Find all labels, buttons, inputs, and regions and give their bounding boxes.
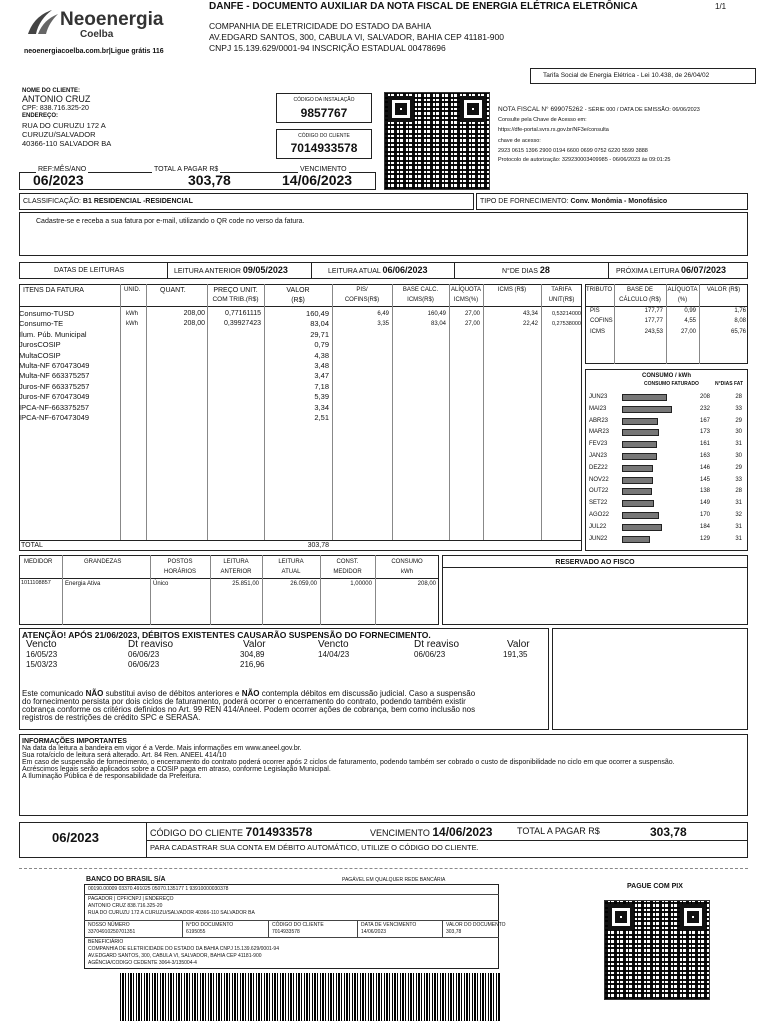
itens-total-line	[19, 540, 582, 541]
consumo-dias: 31	[735, 535, 742, 542]
consumo-mes: JUN22	[589, 535, 608, 542]
h-valor: VALOR	[286, 287, 310, 294]
item-valor: 3,34	[314, 402, 329, 412]
boleto-pagador-2: RUA DO CURUZU 172 A CURUZU/SALVADOR 40366-110 SALVADOR BA	[88, 910, 255, 916]
item-name: Consumo-TE	[19, 319, 64, 329]
h-quant: QUANT.	[160, 287, 186, 294]
brand-site: neoenergiacoelba.com.br|Ligue grátis 116	[24, 48, 164, 55]
trib-bases	[614, 306, 663, 337]
info-title: INFORMAÇÕES IMPORTANTES	[22, 738, 127, 745]
nf-chave: 2923 0615 1396 2900 0194 6600 0699 0752 6220 5599 3888	[498, 148, 648, 154]
info-l5: A Iluminação Pública é de responsabilidade da Prefeitura.	[22, 773, 202, 780]
boleto-v-doc: 6195055	[186, 929, 206, 935]
item-name: IPCA-NF-663375257	[19, 402, 90, 412]
info-l3: Em caso de suspensão de fornecimento, o encerramento do contrato poderá ocorrer após 2 ciclos de faturamento, podendo também ser cobrado o custo de disponibilidade no ciclo em que ocorrer a suspensão.	[22, 759, 675, 766]
atencao-h-val-2: Valor	[507, 639, 530, 650]
h-aliq: ALÍQUOTA	[451, 287, 481, 293]
boleto-col-2	[268, 920, 269, 937]
brand-name: Neoenergia	[60, 9, 164, 30]
atencao-h-dt-1: Dt reaviso	[128, 639, 174, 650]
item-unid: kWh	[126, 311, 138, 317]
item-name: Juros-NF 663375257	[19, 381, 90, 391]
atencao-p4: registros de restrições de crédito SPC e SERASA.	[22, 713, 201, 722]
trib-names	[590, 306, 613, 337]
item-name: Multa-NF 663375257	[19, 371, 90, 381]
item-tarifa: 0,27538000	[551, 321, 581, 328]
consumo-h1: CONSUMO FATURADO	[644, 381, 699, 387]
consumo-mes: DEZ22	[589, 464, 608, 471]
boleto-h-cod: CÓDIGO DO CLIENTE	[272, 922, 324, 928]
item-valor: 5,39	[314, 392, 329, 402]
h-itens: ITENS DA FATURA	[23, 287, 84, 294]
trib-name: PIS	[590, 308, 600, 314]
item-unid: kWh	[126, 321, 138, 328]
boleto-line-2	[84, 920, 499, 921]
consumo-bar	[622, 512, 659, 519]
item-name: Consumo-TUSD	[19, 309, 75, 318]
col-line-1	[120, 284, 121, 540]
med-col-5	[320, 555, 321, 625]
med-v-const: 1,00000	[350, 581, 372, 587]
consumo-kwh: 232	[699, 405, 710, 412]
consumo-kwh: 138	[699, 488, 710, 495]
page-number: 1/1	[715, 2, 727, 11]
consumo-dias: 30	[735, 453, 742, 459]
med-h-leitura-ant: LEITURA	[223, 559, 249, 565]
med-v-posto: Único	[153, 581, 169, 587]
trib-valor: 1,76	[734, 308, 746, 314]
debito-valor: 191,35	[503, 650, 528, 659]
med-header-line	[19, 578, 439, 579]
leituras-divider-3	[454, 262, 455, 279]
base-list	[392, 309, 446, 330]
debito-valor: 304,89	[240, 650, 265, 659]
item-valor: 4,38	[314, 350, 329, 360]
consumo-kwh: 167	[699, 417, 710, 424]
medidor-table	[19, 555, 439, 625]
consumo-mes: MAI23	[589, 405, 607, 412]
trib-valor: 8,08	[734, 318, 746, 325]
h-preco: PREÇO UNIT.	[213, 287, 258, 294]
consumo-dias: 28	[735, 488, 742, 495]
boleto-pagador-label: PAGADOR | CPF/CNPJ | ENDEREÇO	[88, 896, 174, 902]
consumo-dias: 29	[735, 464, 742, 471]
item-preco: 0,39927423	[224, 320, 261, 328]
consumo-dias: 28	[735, 394, 742, 400]
instalacao-label: CÓDIGO DA INSTALAÇÃO	[293, 97, 355, 103]
consumo-dias: 29	[735, 417, 742, 424]
med-h-const-2: MEDIDOR	[333, 569, 362, 575]
consumo-bar	[622, 394, 667, 401]
boleto-banco: BANCO DO BRASIL S/A	[86, 876, 166, 883]
item-name: Ilum. Púb. Municipal	[19, 329, 87, 339]
fisco-line	[442, 567, 748, 568]
trib-name: COFINS	[590, 318, 613, 325]
tarifa-list	[541, 309, 581, 330]
item-valor: 2,51	[314, 412, 329, 422]
boleto-pagador-1: ANTONIO CRUZ 838.716.325-20	[88, 903, 163, 909]
consumo-mes: JUL22	[589, 523, 607, 530]
num-dias: N°DE DIAS 28	[502, 265, 550, 275]
boleto-pagavel: PAGÁVEL EM QUALQUER REDE BANCÁRIA	[342, 877, 446, 883]
neoenergia-logo-icon	[24, 8, 60, 36]
med-h-consumo-2: kWh	[401, 569, 413, 575]
brand-sub: Coelba	[80, 29, 114, 40]
consumo-kwh: 208	[699, 394, 710, 400]
leituras-divider-2	[311, 262, 312, 279]
company-name: COMPANHIA DE ELETRICIDADE DO ESTADO DA BAHIA	[209, 21, 432, 31]
quant-list	[146, 309, 205, 330]
leituras-divider-1	[167, 262, 168, 279]
pis-list	[332, 309, 389, 330]
consumo-mes: OUT22	[589, 488, 609, 495]
trib-aliq: 4,55	[684, 318, 696, 325]
debito-venc: 16/05/23	[26, 650, 58, 659]
trib-base: 177,77	[644, 308, 663, 314]
nf-qr-code	[384, 92, 490, 190]
info-l4: Acréscimos legais serão aplicados sobre a COSIP paga em atraso, conforme Legislação Municipal.	[22, 766, 331, 773]
item-base: 160,49	[427, 311, 446, 317]
item-name: Juros-NF 670473049	[19, 392, 90, 402]
item-name: MultaCOSIP	[19, 350, 61, 360]
debito-venc: 15/03/23	[26, 660, 58, 669]
item-tarifa: 0,53214000	[551, 311, 581, 317]
consumo-mes: NOV22	[589, 476, 609, 483]
boleto-line-3	[84, 937, 499, 938]
consumo-mes: AGO22	[589, 512, 610, 518]
boleto-h-valor: VALOR DO DOCUMENTO	[446, 922, 506, 928]
med-v-atual: 26.059,00	[290, 581, 317, 587]
item-valor: 29,71	[310, 329, 329, 339]
consumo-bar	[622, 441, 657, 448]
client-address-label: ENDEREÇO:	[22, 113, 59, 119]
consumo-bar	[622, 500, 654, 507]
atencao-h-venc-2: Vencto	[318, 639, 349, 650]
trib-h3: ALÍQUOTA	[667, 287, 698, 293]
med-h-consumo: CONSUMO	[391, 559, 423, 565]
boleto-v-valor: 303,78	[446, 929, 462, 935]
item-icms: 22,42	[522, 321, 538, 328]
nf-url[interactable]: https://dfe-portal.svrs.rs.gov.br/NF3e/consulta	[498, 127, 609, 133]
consumo-kwh: 163	[699, 453, 710, 459]
boleto-h-nosso: NOSSO NÚMERO	[88, 922, 130, 928]
consumo-title: CONSUMO / kWh	[642, 373, 691, 379]
item-pis: 3,35	[377, 321, 389, 328]
client-label: NOME DO CLIENTE:	[22, 88, 80, 94]
trib-base: 243,53	[644, 328, 663, 335]
trib-aliq: 0,99	[684, 308, 696, 314]
consumo-mes: JAN23	[589, 453, 608, 459]
venc-label: VENCIMENTO	[300, 166, 347, 173]
boleto-v-venc: 14/06/2023	[361, 929, 387, 935]
boleto-linha: 00190.00009 03370.491025 05070.135177 1 93910000030378	[88, 886, 229, 892]
atencao-p2: do fornecimento persista por dois ciclos de faturamento, poderá ocorrer o encerramento do contrato, podendo também existir	[22, 697, 466, 706]
med-col-3	[210, 555, 211, 625]
trib-valores	[699, 306, 746, 337]
item-aliq: 27,00	[464, 321, 480, 328]
pix-label: PAGUE COM PIX	[627, 883, 683, 890]
ref-value: 06/2023	[33, 172, 84, 188]
nf-chave-label: chave de acesso:	[498, 138, 541, 144]
item-valor: 3,48	[314, 360, 329, 370]
consumo-kwh: 184	[699, 523, 710, 530]
consumo-bar	[622, 418, 658, 425]
med-v-medidor: 1011108857	[21, 580, 51, 586]
consumo-dias: 32	[735, 512, 742, 518]
valor-list	[264, 309, 329, 423]
trib-valor: 65,76	[730, 328, 746, 335]
total-label: TOTAL A PAGAR R$	[154, 166, 219, 173]
boleto-v-cod: 7014933578	[272, 929, 300, 935]
debito-dt: 06/06/23	[128, 650, 160, 659]
total-itens-label: TOTAL	[21, 542, 43, 549]
item-valor: 7,18	[314, 381, 329, 391]
client-name: ANTONIO CRUZ	[22, 94, 91, 104]
h-icms: ICMS (R$)	[497, 287, 527, 293]
h-base-2: ICMS(R$)	[407, 297, 434, 303]
trib-h4: VALOR (R$)	[706, 287, 741, 293]
itens-list	[19, 309, 89, 423]
consumo-mes: FEV23	[589, 441, 608, 448]
boleto-line-1	[84, 894, 499, 895]
item-base: 83,04	[430, 321, 446, 328]
boleto-cut-line	[19, 868, 748, 869]
consumo-bar	[622, 406, 672, 413]
consumo-kwh: 145	[699, 476, 710, 483]
item-valor: 3,47	[314, 371, 329, 381]
consumo-mes: ABR23	[589, 417, 609, 424]
rodape-hline	[146, 840, 748, 841]
atencao-h-venc-1: Vencto	[26, 639, 57, 650]
boleto-barcode	[120, 973, 500, 1021]
msg-email: Cadastre-se e receba a sua fatura por e-mail, utilizando o QR code no verso da fatura.	[36, 218, 305, 225]
consumo-chart	[585, 392, 748, 548]
med-h-leitura-atual: LEITURA	[278, 559, 304, 565]
atencao-h-dt-2: Dt reaviso	[414, 639, 460, 650]
med-col-1	[62, 555, 63, 625]
info-l1: Na data da leitura a bandeira em vigor é a Verde. Mais informações em www.aneel.gov.br.	[22, 745, 302, 752]
item-name: Multa-NF 670473049	[19, 360, 90, 370]
consumo-dias: 33	[735, 476, 742, 483]
h-unid: UNID.	[124, 287, 141, 293]
consumo-bar	[622, 524, 662, 531]
atencao-side-box	[552, 628, 748, 730]
logo	[22, 6, 182, 46]
h-pis-2: COFINS(R$)	[344, 297, 380, 303]
icms-list	[483, 309, 538, 330]
cod-cliente-value: 7014933578	[290, 141, 358, 155]
aliq-list	[449, 309, 480, 330]
consumo-bar	[622, 488, 652, 495]
boleto-col-4	[442, 920, 443, 937]
med-h-medidor: MEDIDOR	[24, 559, 53, 565]
consumo-dias: 30	[735, 429, 742, 436]
item-valor: 83,04	[310, 319, 329, 329]
item-pis: 6,49	[377, 311, 389, 317]
boleto-col-3	[357, 920, 358, 937]
item-name: IPCA-NF-670473049	[19, 412, 90, 422]
item-icms: 43,34	[522, 311, 538, 317]
consumo-h2: N°DIAS FAT	[715, 381, 744, 387]
nf-consulta: Consulte pela Chave de Acesso em:	[498, 117, 587, 123]
item-valor: 0,79	[314, 340, 329, 350]
med-col-6	[375, 555, 376, 625]
med-v-grandeza: Energia Ativa	[65, 581, 101, 587]
h-valor-2: (R$)	[291, 297, 305, 304]
ref-label: REF:MÊS/ANO	[38, 166, 87, 173]
consumo-bar	[622, 536, 650, 543]
med-h-horarios: HORÁRIOS	[163, 569, 196, 575]
nf-protocolo: Protocolo de autorização: 329230003409985 - 06/06/2023 às 09:01:25	[498, 157, 671, 163]
h-tarifa-2: UNIT(R$)	[548, 297, 575, 303]
rodape-mes: 06/2023	[52, 830, 99, 845]
leitura-atual: LEITURA ATUAL 06/06/2023	[328, 265, 428, 275]
boleto-ben-2: AV.EDGARD SANTOS, 300, CABULA VI, SALVADOR, BAHIA CEP 41181-900	[88, 953, 262, 959]
total-value: 303,78	[188, 172, 231, 188]
h-preco-2: COM TRIB.(R$)	[212, 296, 259, 303]
client-address-2: CURUZU/SALVADOR	[22, 130, 96, 139]
trib-h2: BASE DE	[626, 287, 653, 293]
consumo-dias: 33	[735, 405, 742, 412]
atencao-h-val-1: Valor	[243, 639, 266, 650]
item-quant: 208,00	[183, 310, 205, 317]
med-h-const: CONST.	[336, 559, 359, 565]
leituras-divider-4	[608, 262, 609, 279]
boleto-ben-3: AGÊNCIA/CODIGO CEDENTE 3064-3/135004-4	[88, 960, 197, 966]
med-col-2	[150, 555, 151, 625]
classificacao: CLASSIFICAÇÃO: B1 RESIDENCIAL -RESIDENCIAL	[23, 198, 193, 205]
item-quant: 208,00	[183, 320, 205, 328]
nf-number: NOTA FISCAL N° 699075262 - SÉRIE 000 / DATA DE EMISSÃO: 06/06/2023	[498, 106, 700, 113]
consumo-kwh: 129	[699, 535, 710, 542]
trib-aliq: 27,00	[680, 328, 696, 335]
med-v-ant: 25.851,00	[232, 581, 259, 587]
preco-list	[207, 309, 261, 330]
fisco-title: RESERVADO AO FISCO	[555, 559, 635, 566]
info-l2: Sua rota/ciclo de leitura será alterado. Art. 84 Ren. ANEEL 414/10	[22, 752, 227, 759]
consumo-bar	[622, 429, 659, 436]
consumo-mes: SET22	[589, 500, 608, 507]
rodape-debito: PARA CADASTRAR SUA CONTA EM DÉBITO AUTOMÁTICO, UTILIZE O CÓDIGO DO CLIENTE.	[150, 843, 479, 852]
instalacao-value: 9857767	[300, 106, 348, 120]
consumo-kwh: 146	[699, 464, 710, 471]
consumo-bar	[622, 453, 657, 460]
trib-base: 177,77	[644, 318, 663, 325]
doc-title: DANFE - DOCUMENTO AUXILIAR DA NOTA FISCAL DE ENERGIA ELÉTRICA ELETRÔNICA	[209, 1, 638, 12]
debito-dt: 06/06/23	[128, 660, 160, 669]
h-aliq-2: ICMS(%)	[453, 297, 479, 303]
med-h-leitura-atual-2: ATUAL	[281, 569, 301, 575]
total-itens-value: 303,78	[307, 542, 329, 549]
consumo-kwh: 170	[699, 512, 710, 518]
med-h-grandezas: GRANDEZAS	[84, 559, 122, 565]
venc-value: 14/06/2023	[282, 172, 353, 188]
consumo-kwh: 173	[699, 429, 710, 436]
consumo-mes: JUN23	[589, 394, 608, 400]
trib-h3b: (%)	[677, 297, 688, 303]
rodape-total-value: 303,78	[650, 825, 687, 839]
leitura-anterior: LEITURA ANTERIOR 09/05/2023	[174, 265, 288, 275]
item-valor: 160,49	[306, 309, 329, 318]
consumo-bar	[622, 477, 653, 484]
consumo-kwh: 161	[699, 441, 710, 448]
med-col-4	[262, 555, 263, 625]
leituras-datas: DATAS DE LEITURAS	[54, 267, 125, 274]
consumo-dias: 31	[735, 441, 742, 448]
consumo-dias: 31	[735, 523, 742, 530]
proxima-leitura: PRÓXIMA LEITURA 06/07/2023	[616, 265, 727, 275]
rodape-cod: CÓDIGO DO CLIENTE 7014933578	[150, 825, 313, 839]
item-aliq: 27,00	[464, 311, 480, 317]
debito-venc: 14/04/23	[318, 650, 350, 659]
client-address-3: 40366-110 SALVADOR BA	[22, 139, 112, 148]
atencao-title: ATENÇÃO! APÓS 21/06/2023, DÉBITOS EXISTENTES CAUSARÃO SUSPENSÃO DO FORNECIMENTO.	[22, 630, 431, 640]
fornecimento: TIPO DE FORNECIMENTO: Conv. Monômia - Monofásico	[480, 198, 668, 205]
boleto-ben-1: COMPANHIA DE ELETRICIDADE DO ESTADO DA BAHIA CNPJ 15.139.629/0001-94	[88, 946, 279, 952]
consumo-kwh: 149	[699, 500, 710, 507]
consumo-dias: 31	[735, 500, 742, 507]
med-v-consumo: 208,00	[417, 581, 436, 587]
company-cnpj: CNPJ 15.139.629/0001-94 INSCRIÇÃO ESTADUAL 00478696	[209, 43, 446, 53]
trib-aliqs	[666, 306, 696, 337]
itens-header-line	[19, 306, 582, 307]
med-h-leitura-ant-2: ANTERIOR	[220, 569, 252, 575]
boleto-col-1	[182, 920, 183, 937]
cod-cliente-label: CÓDIGO DO CLIENTE	[298, 133, 350, 139]
company-address: AV.EDGARD SANTOS, 300, CABULA VI, SALVADOR, BAHIA CEP 41181-900	[209, 32, 504, 42]
consumo-bar	[622, 465, 653, 472]
debito-valor: 216,96	[240, 660, 265, 669]
boleto-h-venc: DATA DE VENCIMENTO	[361, 922, 417, 928]
trib-name: ICMS	[590, 328, 605, 335]
boleto-h-doc: N°DO DOCUMENTO	[186, 922, 234, 928]
atencao-p3: cobrança conforme os critérios definidos no Art. 99 REN 414/Aneel. Podem ocorrer ações de cobrança, bem como inclusão nos	[22, 705, 476, 714]
boleto-v-nosso: 33704910250701351	[88, 929, 136, 935]
item-name: JurosCOSIP	[19, 340, 61, 350]
unid-list	[126, 309, 138, 330]
h-pis: PIS/	[356, 287, 368, 293]
med-h-postos: POSTOS	[167, 559, 193, 565]
atencao-p1: Este comunicado NÃO substitui aviso de débitos anteriores e NÃO contempla débitos em discussão judicial. Caso a suspensão	[22, 689, 476, 698]
client-cpf: CPF: 838.716.325-20	[22, 105, 89, 112]
boleto-ben-label: BENEFICIÁRIO	[88, 939, 124, 945]
consumo-mes: MAR23	[589, 429, 610, 436]
rodape-total: TOTAL A PAGAR R$	[517, 826, 600, 836]
debito-dt: 06/06/23	[414, 650, 446, 659]
h-base: BASE CALC.	[402, 287, 439, 293]
item-preco: 0,77161115	[225, 310, 261, 317]
trib-h1: TRIBUTO	[586, 287, 613, 293]
trib-h2b: CÁLCULO (R$)	[619, 297, 661, 303]
rodape-venc: VENCIMENTO 14/06/2023	[370, 825, 493, 839]
h-tarifa: TARIFA	[551, 287, 572, 293]
client-address-1: RUA DO CURUZU 172 A	[22, 121, 106, 130]
tarifa-social: Tarifa Social de Energia Elétrica - Lei 10.438, de 26/04/02	[543, 72, 710, 79]
pix-qr-code[interactable]	[604, 900, 710, 1000]
